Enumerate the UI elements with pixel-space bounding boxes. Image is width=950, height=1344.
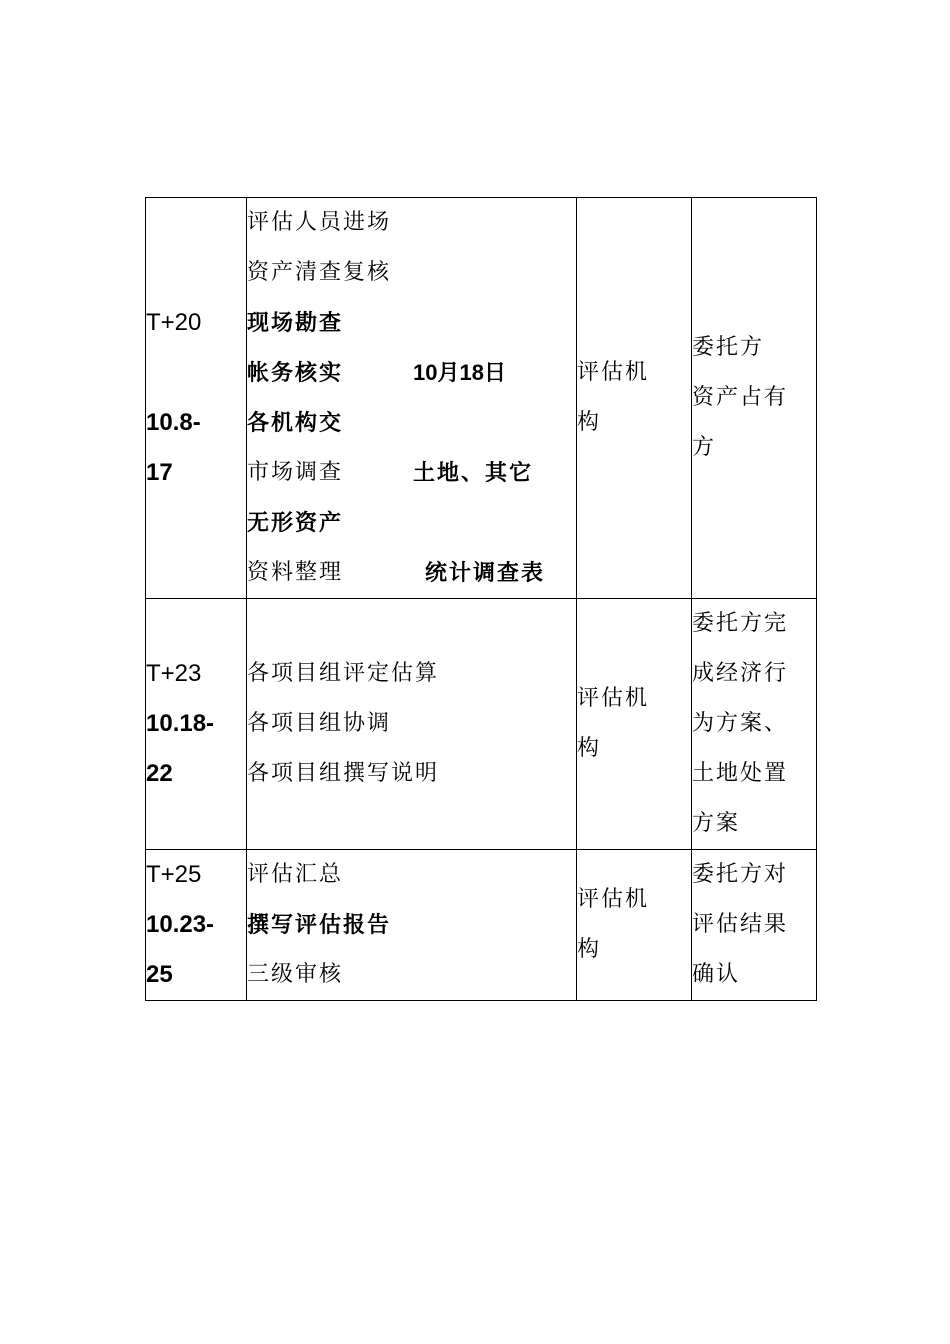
time-cell [146, 850, 247, 1001]
task-item: 市场调查 土地、其它 [247, 448, 576, 498]
task-cell [247, 599, 577, 850]
party-text: 资产占有 [692, 385, 789, 410]
task-item: 三级审核 [247, 962, 344, 987]
party-text: 委托方对 [692, 862, 789, 887]
party-text: 为方案、 [692, 711, 789, 736]
org-text: 构 [577, 937, 602, 962]
party-text: 方案 [692, 811, 741, 836]
party-text: 土地处置 [692, 761, 789, 786]
org-cell [577, 599, 692, 850]
task-note: 10月18日 [413, 360, 506, 385]
party-text: 确认 [692, 962, 741, 987]
table-row [146, 850, 817, 1001]
time-label: T+20 [146, 309, 202, 336]
task-item: 资料整理 统计调查表 [247, 548, 576, 598]
task-item: 撰写评估报告 [247, 912, 392, 938]
schedule-table [145, 197, 817, 1001]
task-cell [247, 850, 577, 1001]
party-text: 成经济行 [692, 661, 789, 686]
party-text: 委托方完 [692, 611, 789, 636]
party-cell [692, 850, 817, 1001]
task-item: 评估人员进场 [247, 210, 392, 235]
date-range: 10.23- [146, 911, 215, 938]
time-label: T+23 [146, 660, 202, 687]
party-cell [692, 198, 817, 599]
party-text: 评估结果 [692, 912, 789, 937]
time-cell [146, 599, 247, 850]
org-text: 构 [577, 736, 602, 761]
org-cell [577, 850, 692, 1001]
date-range-end: 17 [146, 459, 173, 486]
time-label: T+25 [146, 861, 202, 888]
party-text: 委托方 [692, 335, 765, 360]
task-item: 无形资产 [247, 510, 344, 536]
task-note: 土地、其它 [413, 460, 534, 486]
task-item: 帐务核实 10月18日 [247, 348, 576, 398]
time-cell [146, 198, 247, 599]
org-text: 评估机 [577, 686, 650, 711]
party-text: 方 [692, 435, 717, 460]
org-text: 构 [577, 410, 602, 435]
task-item: 各项目组评定估算 [247, 661, 440, 686]
task-item: 各项目组协调 [247, 711, 392, 736]
date-range-end: 22 [146, 760, 173, 787]
task-item: 评估汇总 [247, 862, 344, 887]
org-text: 评估机 [577, 887, 650, 912]
task-item: 各项目组撰写说明 [247, 761, 440, 786]
org-cell [577, 198, 692, 599]
org-text: 评估机 [577, 360, 650, 385]
task-note: 统计调查表 [425, 560, 546, 586]
task-item: 各机构交 [247, 410, 344, 436]
task-cell [247, 198, 577, 599]
table-row [146, 599, 817, 850]
table-row [146, 198, 817, 599]
task-item: 现场勘查 [247, 310, 344, 336]
date-range-end: 25 [146, 961, 173, 988]
party-cell [692, 599, 817, 850]
date-range: 10.18- [146, 710, 215, 737]
date-range: 10.8- [146, 409, 201, 436]
task-item: 资产清查复核 [247, 260, 392, 285]
